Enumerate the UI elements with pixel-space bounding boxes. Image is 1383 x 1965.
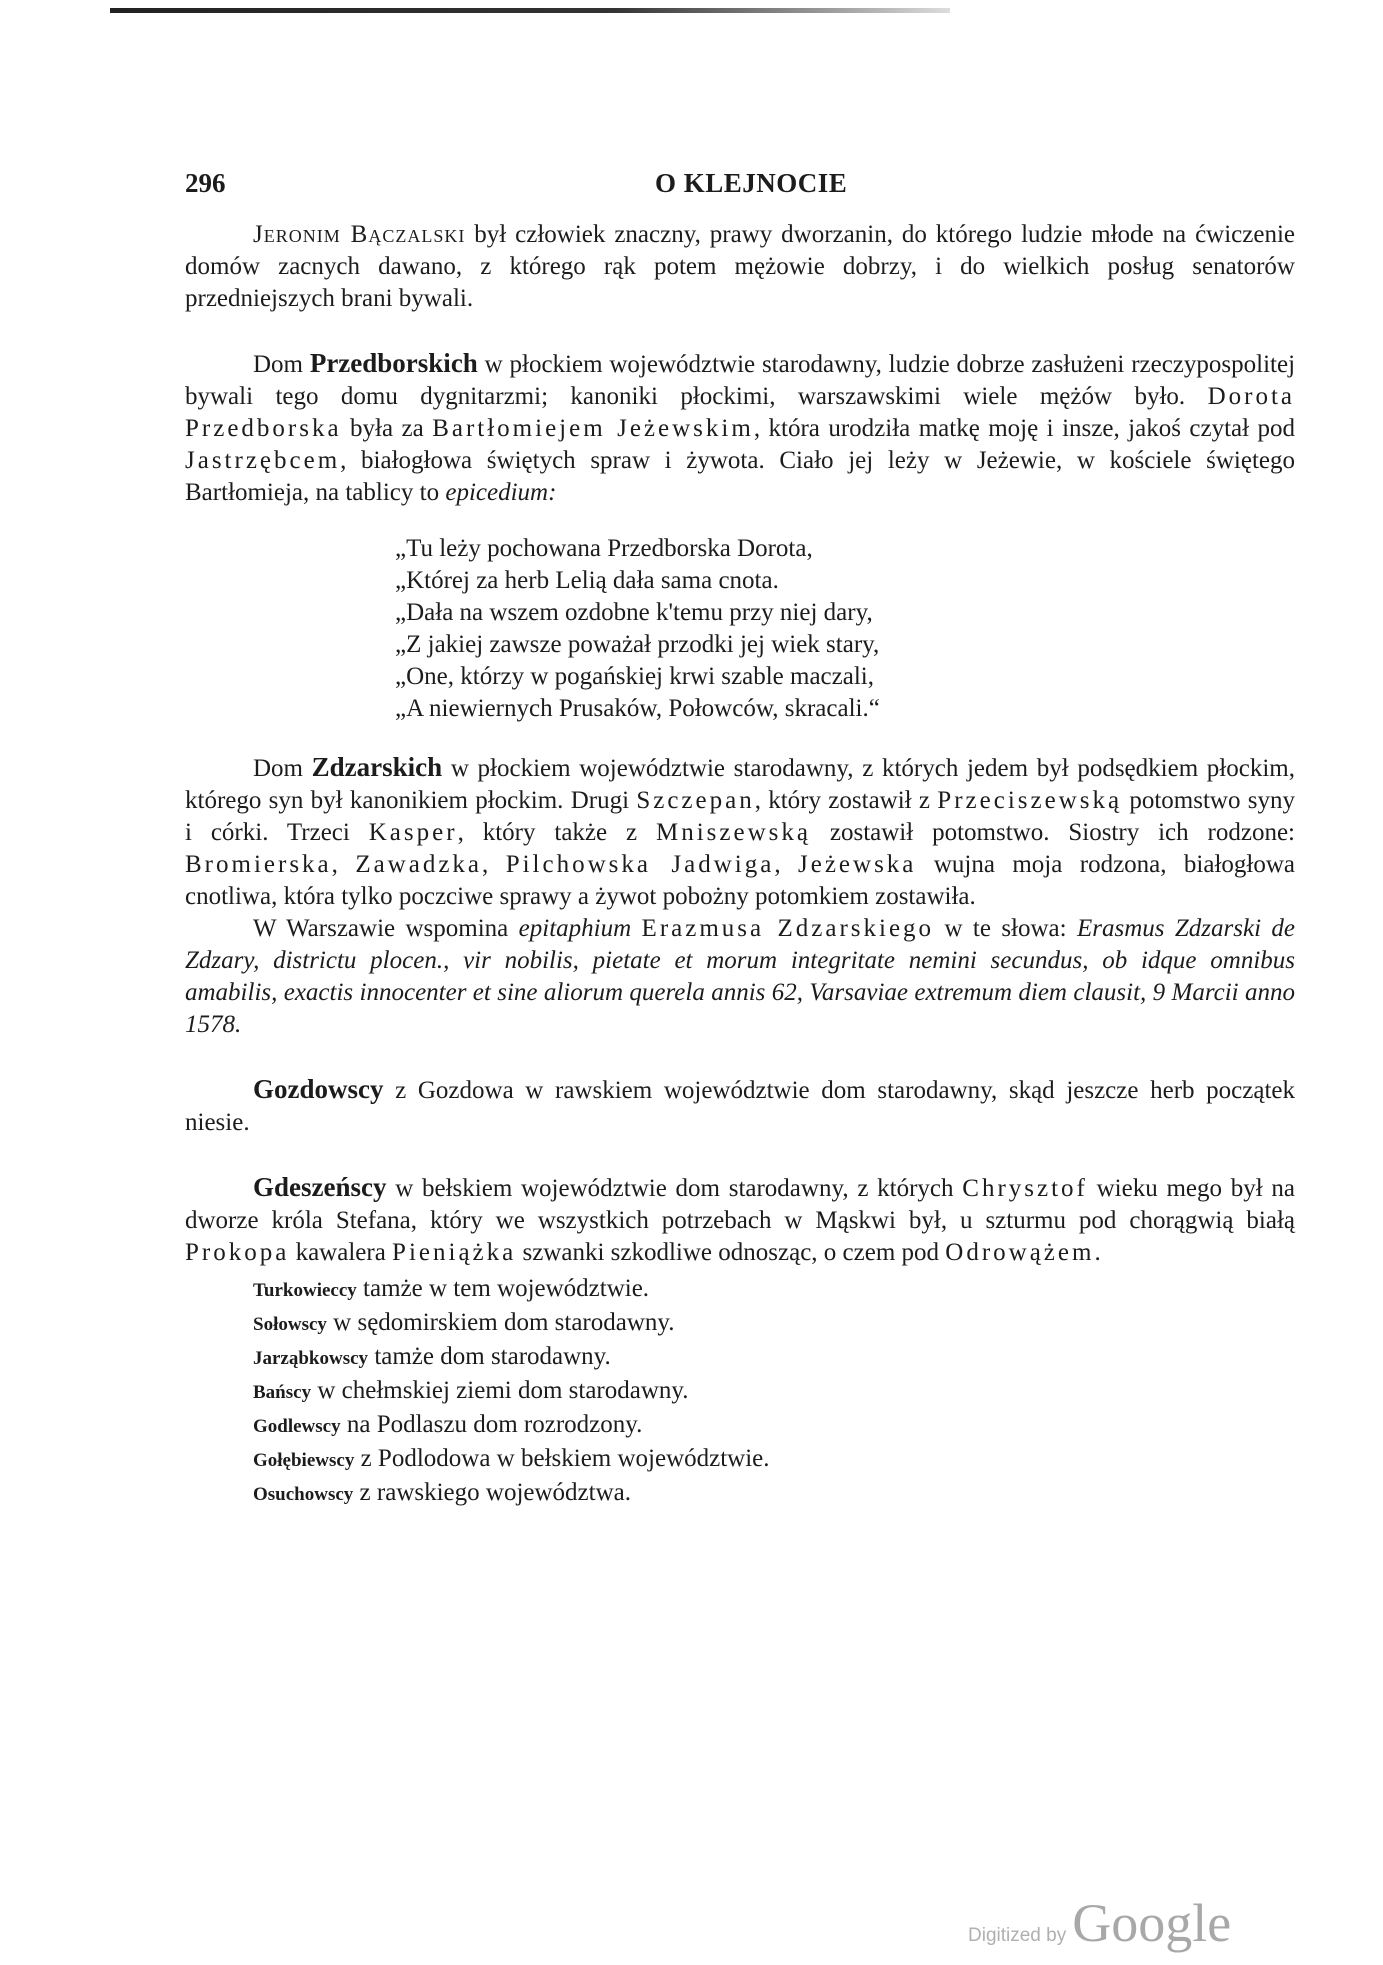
list-item: Godlewscy na Podlaszu dom rozrodzony. bbox=[253, 1411, 643, 1438]
scan-edge-rule bbox=[110, 8, 950, 13]
epicedium-poem bbox=[395, 533, 1295, 725]
poem-line: „One, którzy w pogańskiej krwi szable maczali, bbox=[395, 663, 874, 690]
entry-name: Zdzarskich bbox=[311, 752, 443, 782]
digitized-watermark bbox=[968, 1892, 1231, 1954]
short-entries bbox=[185, 1273, 1295, 1511]
running-title: O KLEJNOCIE bbox=[655, 168, 848, 198]
list-item: Osuchowscy z rawskiego województwa. bbox=[253, 1479, 631, 1506]
entry-przedborskich: Dom Przedborskich w płockiem województwie starodawny, ludzie dobrze zasłużeni rzeczypospolitej bywali tego domu dygnitarzmi; kanoniki płockimi, warszawskimi wiele mężów było. Dorota Przedborska była za Bartłomiejem Jeżewskim, która urodziła matkę moję i insze, jakoś czytał pod Jastrzębcem, białogłowa świętych spraw i żywota. Ciało jej leży w Jeżewie, w kościele świętego Bartłomieja, na tablicy to epicedium: bbox=[185, 348, 1296, 506]
digitized-label: Digitized by bbox=[968, 1925, 1067, 1946]
entry-name: Gozdowscy bbox=[253, 1074, 384, 1104]
poem-line: „Dała na wszem ozdobne k'temu przy niej dary, bbox=[395, 599, 873, 626]
list-item: Turkowieccy tamże w tem województwie. bbox=[253, 1275, 650, 1302]
entry-baczalski: Jeronim Bączalski był człowiek znaczny, prawy dworzanin, do którego ludzie młode na ćwiczenie domów zacnych dawano, z którego rąk potem mężowie dobrzy, i do wielkich posług senatorów przedniejszych brani bywali. bbox=[185, 221, 1295, 312]
entry-gdeszenscy: Gdeszeńscy w bełskiem województwie dom starodawny, z których Chrysztof wieku mego był na dworze króla Stefana, który we wszystkich potrzebach w Mąskwi był, u szturmu pod chorągwią białą Prokopa kawalera Pieniążka szwanki szkodliwe odnosząc, o czem pod Odrowążem. bbox=[185, 1172, 1295, 1266]
entry-zdzarskich: Dom Zdzarskich w płockiem województwie starodawny, z których jedem był podsędkiem płockim, którego syn był kanonikiem płockim. Drugi Szczepan, który zostawił z Przeciszewską potomstwo syny i córki. Trzeci Kasper, który także z Mniszewską zostawił potomstwo. Siostry ich rodzone: Bromierska, Zawadzka, Pilchowska Jadwiga, Jeżewska wujna moja rodzona, białogłowa cnotliwa, która tylko poczciwe sprawy a żywot pobożny potomkiem zostawiła. bbox=[185, 752, 1296, 910]
google-logo: Google bbox=[1072, 1893, 1232, 1953]
poem-line: „Z jakiej zawsze poważał przodki jej wiek stary, bbox=[395, 631, 880, 658]
running-head bbox=[185, 168, 1295, 199]
entry-gozdowscy: Gozdowscy z Gozdowa w rawskiem województwie dom starodawny, skąd jeszcze herb początek niesie. bbox=[185, 1074, 1295, 1136]
list-item: Jarząbkowscy tamże dom starodawny. bbox=[253, 1343, 611, 1370]
poem-line: „Której za herb Lelią dała sama cnota. bbox=[395, 567, 779, 594]
page-number: 296 bbox=[185, 168, 226, 198]
poem-line: „Tu leży pochowana Przedborska Dorota, bbox=[395, 535, 813, 562]
entry-name: Gdeszeńscy bbox=[253, 1172, 387, 1202]
entry-name: Przedborskich bbox=[309, 348, 478, 378]
entry-name: Jeronim Bączalski bbox=[253, 221, 466, 248]
epitaph-paragraph: W Warszawie wspomina epitaphium Erazmusa Zdzarskiego w te słowa: Erasmus Zdzarski de Zdzary, districtu plocen., vir nobilis, pietate et morum integritate nemini secundus, ob idque omnibus amabilis, exactis innocenter et sine aliorum querela annis 62, Varsaviae extremum diem clausit, 9 Marcii anno 1578. bbox=[185, 915, 1295, 1038]
poem-line: „A niewiernych Prusaków, Połowców, skracali.“ bbox=[395, 695, 880, 722]
book-page bbox=[185, 168, 1295, 1511]
list-item: Bańscy w chełmskiej ziemi dom starodawny. bbox=[253, 1377, 689, 1404]
list-item: Sołowscy w sędomirskiem dom starodawny. bbox=[253, 1309, 675, 1336]
list-item: Gołębiewscy z Podlodowa w bełskiem województwie. bbox=[253, 1445, 770, 1472]
